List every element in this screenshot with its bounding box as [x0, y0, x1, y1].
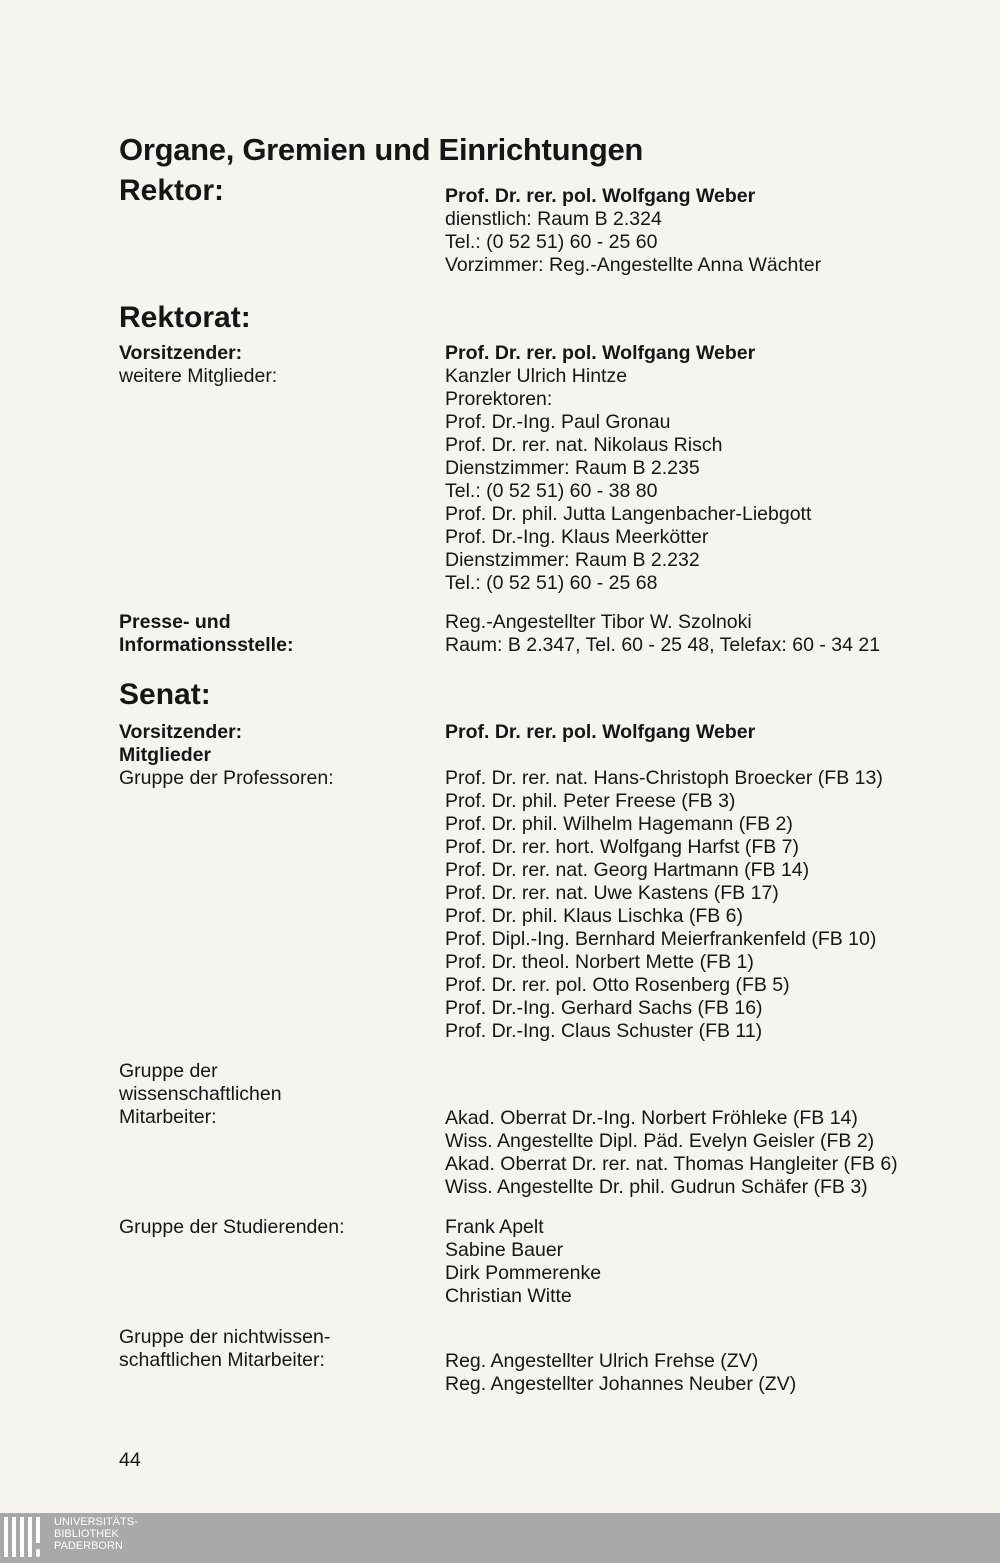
senat-chair-name: Prof. Dr. rer. pol. Wolfgang Weber [445, 721, 756, 743]
list-item: Raum: B 2.347, Tel. 60 - 25 48, Telefax: 60 - 34 21 [445, 634, 881, 656]
nonwiss-group-label [119, 1326, 330, 1372]
list-item: Kanzler Ulrich Hintze [445, 365, 628, 387]
press-label-line: Presse- und [119, 611, 231, 633]
press-label [119, 611, 293, 657]
group-label-line: wissenschaftlichen [119, 1083, 282, 1105]
nonwiss-list [445, 1350, 796, 1396]
section-heading-senat: Senat: [119, 678, 211, 711]
list-item: Prof. Dr.-Ing. Claus Schuster (FB 11) [445, 1020, 763, 1042]
logo-line: PADERBORN [54, 1540, 123, 1552]
logo-line: UNIVERSITÄTS- [54, 1516, 138, 1528]
rektorat-members-label: weitere Mitglieder: [119, 365, 278, 387]
wiss-list [445, 1107, 898, 1199]
list-item: Prorektoren: [445, 388, 553, 410]
press-label-line: Informationsstelle: [119, 634, 294, 656]
library-logo-text [54, 1516, 138, 1552]
list-item: Prof. Dr.-Ing. Klaus Meerkötter [445, 526, 709, 548]
rektor-details [445, 208, 821, 277]
list-item: Prof. Dipl.-Ing. Bernhard Meierfrankenfeld (FB 10) [445, 928, 877, 950]
page-title: Organe, Gremien und Einrichtungen [119, 132, 644, 167]
list-item: Prof. Dr. phil. Jutta Langenbacher-Liebgott [445, 503, 812, 525]
senat-chair-label: Vorsitzender: [119, 721, 243, 743]
rektorat-chair-name: Prof. Dr. rer. pol. Wolfgang Weber [445, 342, 756, 364]
list-item: Wiss. Angestellte Dipl. Päd. Evelyn Geisler (FB 2) [445, 1130, 875, 1152]
list-item: Prof. Dr. phil. Wilhelm Hagemann (FB 2) [445, 813, 793, 835]
list-item: Prof. Dr.-Ing. Gerhard Sachs (FB 16) [445, 997, 763, 1019]
list-item: Prof. Dr. phil. Peter Freese (FB 3) [445, 790, 736, 812]
wiss-group-label [119, 1060, 282, 1129]
list-item: Prof. Dr. rer. pol. Otto Rosenberg (FB 5) [445, 974, 790, 996]
list-item: Prof. Dr.-Ing. Paul Gronau [445, 411, 671, 433]
professors-list [445, 767, 883, 1043]
list-item: Tel.: (0 52 51) 60 - 38 80 [445, 480, 658, 502]
list-item: Wiss. Angestellte Dr. phil. Gudrun Schäfer (FB 3) [445, 1176, 868, 1198]
section-heading-rektorat: Rektorat: [119, 301, 251, 334]
list-item: Prof. Dr. rer. nat. Hans-Christoph Broecker (FB 13) [445, 767, 883, 789]
section-heading-rektor: Rektor: [119, 174, 225, 207]
logo-line: BIBLIOTHEK [54, 1528, 119, 1540]
list-item: Akad. Oberrat Dr.-Ing. Norbert Fröhleke (FB 14) [445, 1107, 858, 1129]
students-group-label: Gruppe der Studierenden: [119, 1216, 345, 1238]
list-item: Dirk Pommerenke [445, 1262, 602, 1284]
group-label-line: Gruppe der [119, 1060, 218, 1082]
rektor-name: Prof. Dr. rer. pol. Wolfgang Weber [445, 185, 756, 207]
list-item: Reg. Angestellter Johannes Neuber (ZV) [445, 1373, 797, 1395]
library-footer-bar [0, 1513, 1000, 1563]
list-item: Prof. Dr. phil. Klaus Lischka (FB 6) [445, 905, 744, 927]
list-item: Reg. Angestellter Ulrich Frehse (ZV) [445, 1350, 759, 1372]
students-list [445, 1216, 601, 1308]
rektorat-chair-label: Vorsitzender: [119, 342, 243, 364]
group-label-line: Mitarbeiter: [119, 1106, 217, 1128]
page-number: 44 [119, 1449, 141, 1471]
professors-group-label: Gruppe der Professoren: [119, 767, 334, 789]
list-item: Prof. Dr. rer. nat. Uwe Kastens (FB 17) [445, 882, 779, 904]
rektor-detail-line: Vorzimmer: Reg.-Angestellte Anna Wächter [445, 254, 822, 276]
list-item: Prof. Dr. rer. nat. Nikolaus Risch [445, 434, 723, 456]
rektor-detail-line: dienstlich: Raum B 2.324 [445, 208, 662, 230]
library-logo-icon [0, 1517, 48, 1561]
group-label-line: Gruppe der nichtwissen- [119, 1326, 331, 1348]
list-item: Dienstzimmer: Raum B 2.235 [445, 457, 700, 479]
list-item: Prof. Dr. theol. Norbert Mette (FB 1) [445, 951, 754, 973]
list-item: Prof. Dr. rer. nat. Georg Hartmann (FB 14) [445, 859, 810, 881]
rektor-detail-line: Tel.: (0 52 51) 60 - 25 60 [445, 231, 658, 253]
senat-members-label: Mitglieder [119, 744, 212, 766]
list-item: Sabine Bauer [445, 1239, 564, 1261]
group-label-line: schaftlichen Mitarbeiter: [119, 1349, 325, 1371]
list-item: Christian Witte [445, 1285, 572, 1307]
list-item: Reg.-Angestellter Tibor W. Szolnoki [445, 611, 752, 633]
list-item: Prof. Dr. rer. hort. Wolfgang Harfst (FB 7) [445, 836, 799, 858]
rektorat-members-list [445, 365, 811, 595]
list-item: Dienstzimmer: Raum B 2.232 [445, 549, 700, 571]
press-details [445, 611, 880, 657]
list-item: Akad. Oberrat Dr. rer. nat. Thomas Hangleiter (FB 6) [445, 1153, 898, 1175]
list-item: Tel.: (0 52 51) 60 - 25 68 [445, 572, 658, 594]
list-item: Frank Apelt [445, 1216, 544, 1238]
